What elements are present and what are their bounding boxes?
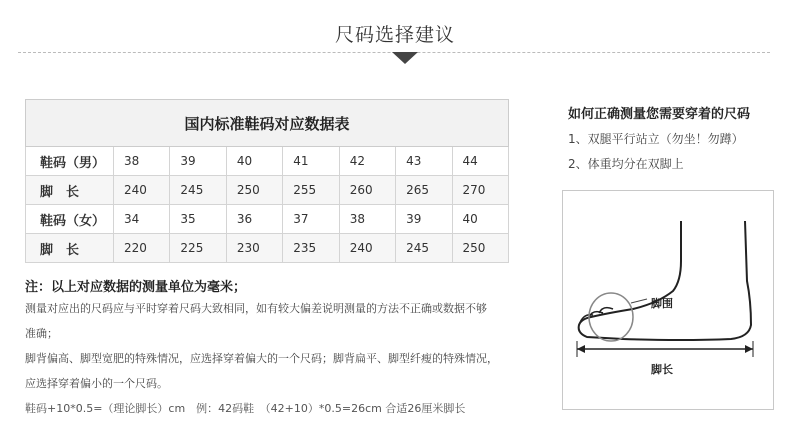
table-caption: 国内标准鞋码对应数据表 bbox=[26, 100, 509, 147]
note-line: 脚背偏高、脚型宽肥的特殊情况，应选择穿着偏大的一个尺码；脚背扁平、脚型纤瘦的特殊情况， bbox=[25, 352, 498, 365]
table-cell: 41 bbox=[283, 147, 339, 176]
howto-step: 1、双腿平行站立（勿坐！勿蹲） bbox=[568, 132, 744, 146]
row-label: 脚 长 bbox=[26, 176, 114, 205]
table-cell: 260 bbox=[339, 176, 395, 205]
formula-line: 鞋码+10*0.5=（理论脚长）cm 例：42码鞋 （42+10）*0.5=26cm 合适26厘米脚长 bbox=[25, 402, 466, 415]
table-cell: 230 bbox=[226, 234, 282, 263]
table-cell: 38 bbox=[114, 147, 170, 176]
table-cell: 255 bbox=[283, 176, 339, 205]
row-label: 脚 长 bbox=[26, 234, 114, 263]
note-line: 准确； bbox=[25, 327, 58, 340]
table-cell: 44 bbox=[452, 147, 508, 176]
table-cell: 240 bbox=[339, 234, 395, 263]
table-cell: 42 bbox=[339, 147, 395, 176]
row-label: 鞋码（男） bbox=[26, 147, 114, 176]
page-title: 尺码选择建议 bbox=[334, 24, 455, 46]
table-cell: 250 bbox=[226, 176, 282, 205]
table-cell: 220 bbox=[114, 234, 170, 263]
foot-diagram bbox=[562, 190, 774, 410]
table-row bbox=[26, 147, 509, 176]
table-cell: 43 bbox=[396, 147, 452, 176]
table-cell: 39 bbox=[396, 205, 452, 234]
table-cell: 245 bbox=[396, 234, 452, 263]
table-cell: 37 bbox=[283, 205, 339, 234]
table-cell: 34 bbox=[114, 205, 170, 234]
table-cell: 39 bbox=[170, 147, 226, 176]
howto-title: 如何正确测量您需要穿着的尺码 bbox=[568, 107, 751, 122]
note-title: 注：以上对应数据的测量单位为毫米； bbox=[25, 280, 247, 295]
table-cell: 225 bbox=[170, 234, 226, 263]
howto-step: 2、体重均分在双脚上 bbox=[568, 157, 684, 171]
table-cell: 40 bbox=[226, 147, 282, 176]
table-cell: 235 bbox=[283, 234, 339, 263]
table-cell: 40 bbox=[452, 205, 508, 234]
table-cell: 35 bbox=[170, 205, 226, 234]
foot-length-label: 脚长 bbox=[651, 363, 673, 376]
table-row bbox=[26, 176, 509, 205]
table-cell: 270 bbox=[452, 176, 508, 205]
size-table bbox=[25, 99, 509, 263]
table-row bbox=[26, 234, 509, 263]
table-row bbox=[26, 205, 509, 234]
table-cell: 36 bbox=[226, 205, 282, 234]
header-arrow-icon bbox=[392, 52, 418, 64]
table-cell: 38 bbox=[339, 205, 395, 234]
table-cell: 245 bbox=[170, 176, 226, 205]
table-cell: 250 bbox=[452, 234, 508, 263]
row-label: 鞋码（女） bbox=[26, 205, 114, 234]
table-cell: 265 bbox=[396, 176, 452, 205]
instep-label: 脚围 bbox=[651, 297, 673, 310]
note-line: 应选择穿着偏小的一个尺码。 bbox=[25, 377, 168, 390]
note-line: 测量对应出的尺码应与平时穿着尺码大致相同，如有较大偏差说明测量的方法不正确或数据不够 bbox=[25, 302, 487, 315]
table-cell: 240 bbox=[114, 176, 170, 205]
